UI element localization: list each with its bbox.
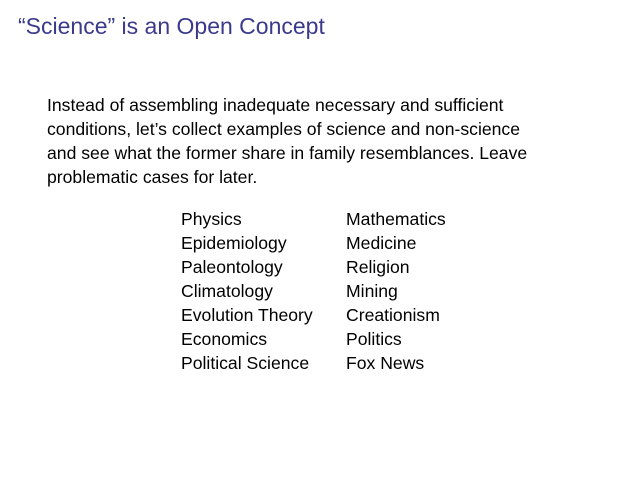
science-examples-list xyxy=(181,207,313,375)
non-science-example: Mining xyxy=(346,281,398,301)
non-science-example: Creationism xyxy=(346,305,440,325)
body-line: problematic cases for later. xyxy=(47,167,258,187)
science-example: Climatology xyxy=(181,281,273,301)
science-example: Economics xyxy=(181,329,268,349)
body-line: conditions, let’s collect examples of science and non-science xyxy=(47,119,521,139)
science-example: Evolution Theory xyxy=(181,305,313,325)
non-science-example: Medicine xyxy=(346,233,417,253)
science-example: Paleontology xyxy=(181,257,283,277)
slide-title: “Science” is an Open Concept xyxy=(18,13,325,39)
non-science-example: Mathematics xyxy=(346,209,446,229)
body-line: Instead of assembling inadequate necessary and sufficient xyxy=(47,95,504,115)
science-example: Physics xyxy=(181,209,242,229)
body-paragraph xyxy=(47,93,607,189)
science-example: Political Science xyxy=(181,353,310,373)
non-science-example: Fox News xyxy=(346,353,425,373)
body-line: and see what the former share in family resemblances. Leave xyxy=(47,143,528,163)
non-science-examples-list xyxy=(346,207,446,375)
non-science-example: Politics xyxy=(346,329,402,349)
non-science-example: Religion xyxy=(346,257,410,277)
science-example: Epidemiology xyxy=(181,233,287,253)
